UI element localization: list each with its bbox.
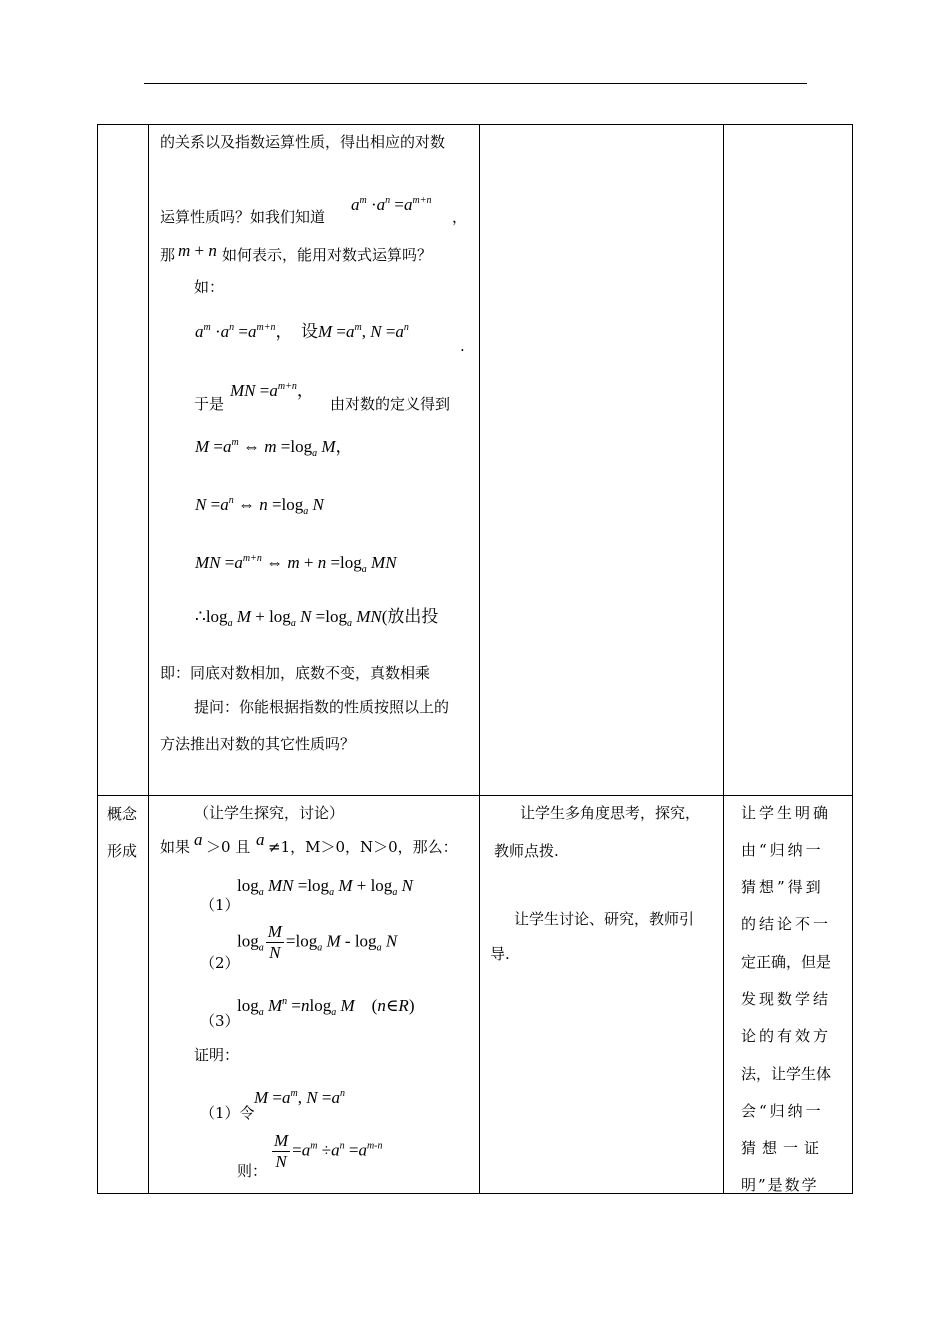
text-line: ＞0 且 bbox=[206, 838, 251, 856]
table-border-top bbox=[97, 124, 853, 125]
text-line: 那 bbox=[160, 246, 176, 264]
formula-exp-product: $a^m \cdot a^n =a^{m+n}$ bbox=[351, 195, 432, 214]
text-line: 运算性质吗？如我们知道 bbox=[160, 208, 326, 226]
col-divider-1 bbox=[148, 124, 149, 1194]
text-line: 即：同底对数相加，底数不变，真数相乘 bbox=[160, 664, 431, 682]
formula-setup: $a^m \cdot a^n =a^{m+n}$， 设$M =a^m$, $N =a^n$ bbox=[195, 322, 409, 341]
design-intent: 论的有效方 bbox=[741, 1027, 832, 1045]
design-intent: 定正确，但是 bbox=[741, 953, 832, 971]
col-divider-3 bbox=[723, 124, 724, 1194]
design-intent: 猜想一证 bbox=[741, 1139, 826, 1157]
var-a: a bbox=[194, 830, 203, 849]
row-divider bbox=[97, 795, 853, 796]
design-intent: 法，让学生体 bbox=[741, 1065, 832, 1083]
text-line: 由对数的定义得到 bbox=[330, 395, 451, 413]
text-line: （让学生探究，讨论） bbox=[194, 804, 345, 822]
design-intent: 的结论不一 bbox=[741, 915, 832, 933]
text-line: 如何表示，能用对数式运算吗？ bbox=[222, 246, 433, 264]
formula-MN: MN $=a^{m+n}$， bbox=[230, 381, 314, 400]
teacher-activity: 教师点拨. bbox=[494, 842, 559, 860]
col-divider-2 bbox=[479, 124, 480, 1194]
teacher-activity: 让学生多角度思考，探究， bbox=[520, 804, 701, 822]
formula-product-rule: $\therefore\log_a$ $M + \log_a N =\log_a$ MN(放出投 bbox=[195, 607, 439, 629]
formula-m-plus-n: m + n bbox=[178, 241, 217, 260]
item-number: （1） bbox=[200, 896, 240, 914]
stage-label: 概念 bbox=[107, 805, 138, 823]
text-line: 如： bbox=[194, 278, 225, 296]
item-number: （2） bbox=[200, 954, 240, 972]
table-border-bottom bbox=[97, 1193, 853, 1194]
teacher-activity: 导. bbox=[490, 945, 510, 963]
formula-rule-1: $\log_a$ MN $=\log_a$ $M + \log_a N$ bbox=[237, 876, 413, 898]
text-line: 则： bbox=[237, 1162, 268, 1180]
col-border-left bbox=[97, 124, 98, 1194]
text-line: 方法推出对数的其它性质吗？ bbox=[160, 735, 356, 753]
formula-let: $M =a^m$, $N =a^n$ bbox=[254, 1088, 345, 1107]
design-intent: 猜想”得到 bbox=[741, 878, 824, 896]
formula-def-n: $N =a^n$ ⇔ $n =\log_a$ N bbox=[195, 495, 324, 517]
formula-rule-3: $\log_a M^n =nlog_a$ M (n∈R) bbox=[237, 996, 415, 1018]
teacher-activity: 让学生讨论、研究，教师引 bbox=[514, 910, 695, 928]
design-intent: 发现数学结 bbox=[741, 990, 832, 1008]
item-number: （3） bbox=[200, 1012, 240, 1030]
header-rule bbox=[144, 83, 807, 84]
col-border-right bbox=[852, 124, 853, 1194]
var-a: a bbox=[256, 830, 265, 849]
formula-rule-2: $\log_a$ $\frac{M}{N}$ $=\log_a$ M - $\log_a N$ bbox=[237, 922, 398, 962]
text-line: 提问：你能根据指数的性质按照以上的 bbox=[194, 698, 450, 716]
formula-quotient: $\frac{M}{N}$ $=a^m \div a^n =a^{m-n}$ bbox=[274, 1131, 383, 1171]
design-intent: 让学生明确 bbox=[741, 804, 832, 822]
text-punct: . bbox=[460, 337, 465, 355]
design-intent: 由“归纳一 bbox=[741, 841, 824, 859]
text-punct: ， bbox=[452, 208, 468, 226]
text-line: （1）令 bbox=[200, 1104, 255, 1122]
design-intent: 明”是数学 bbox=[741, 1176, 819, 1194]
text-line: 于是 bbox=[194, 395, 225, 413]
text-line: 的关系以及指数运算性质，得出相应的对数 bbox=[160, 133, 446, 151]
stage-label: 形成 bbox=[107, 842, 138, 860]
formula-def-m: $M =a^m$ ⇔ $m =\log_a$ M， bbox=[195, 437, 353, 459]
design-intent: 会“归纳一 bbox=[741, 1102, 824, 1120]
formula-def-mn: MN $=a^{m+n}$ ⇔ $m + n =\log_a$ MN bbox=[195, 553, 397, 575]
text-line: ≠1，M＞0，N＞0，那么： bbox=[268, 838, 458, 856]
text-line: 如果 bbox=[160, 838, 191, 856]
text-line: 证明： bbox=[194, 1046, 240, 1064]
